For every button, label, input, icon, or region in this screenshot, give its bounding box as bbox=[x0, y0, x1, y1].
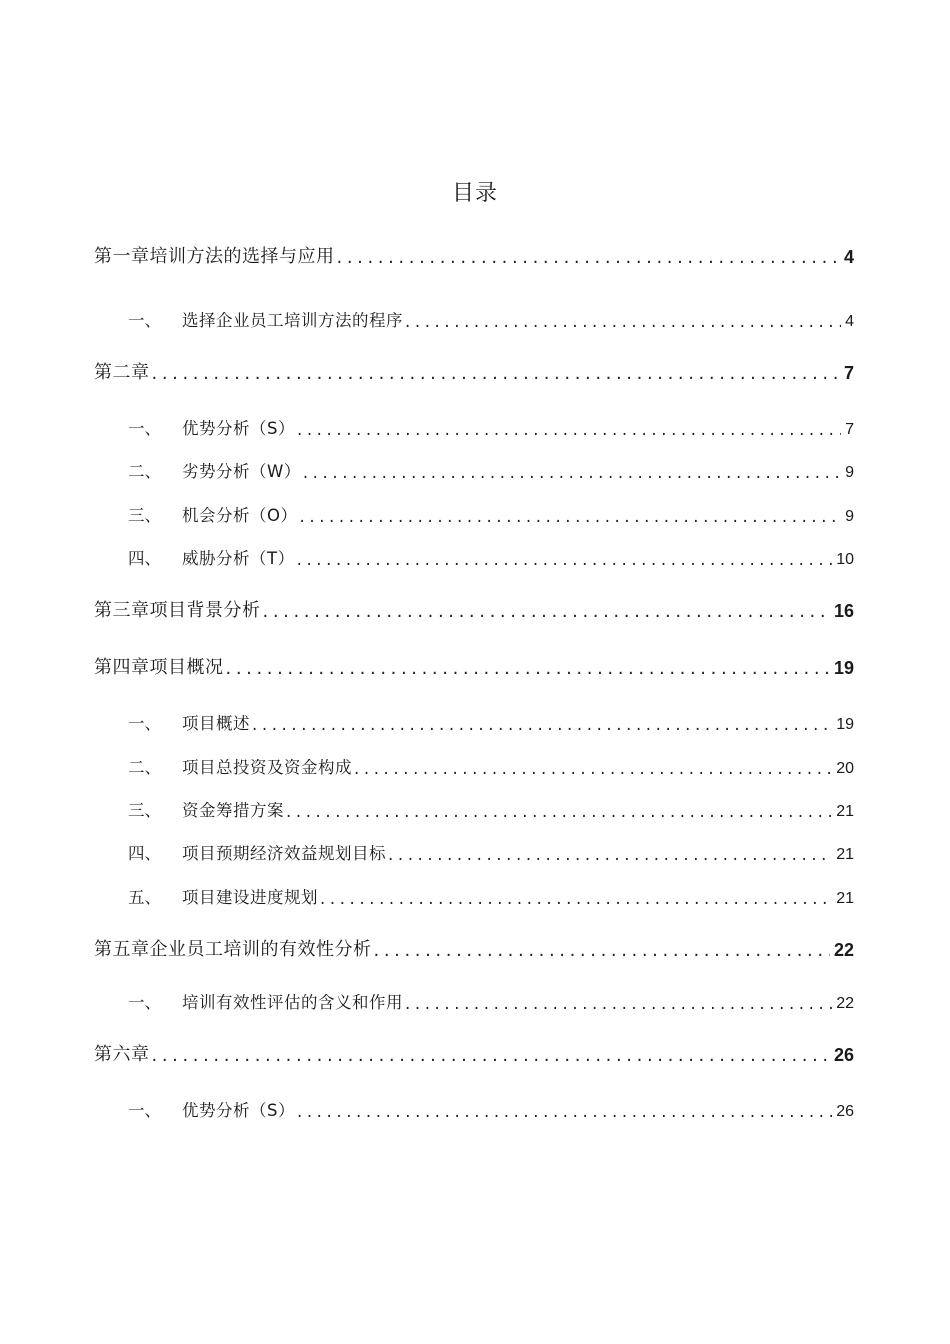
toc-entry-chapter[interactable] bbox=[94, 242, 854, 268]
toc-entry-page: 20 bbox=[836, 760, 854, 777]
toc-entry-page: 22 bbox=[836, 995, 854, 1012]
toc-entry-title: 第六章 bbox=[94, 1044, 150, 1065]
toc-leader-dots bbox=[303, 463, 841, 482]
toc-leader-dots bbox=[297, 420, 841, 439]
toc-entry-page: 21 bbox=[836, 803, 854, 820]
toc-entry-page: 21 bbox=[836, 846, 854, 863]
toc-title: 目录 bbox=[451, 181, 498, 206]
toc-entry-number: 二、 bbox=[128, 758, 161, 777]
toc-entry-page: 19 bbox=[833, 658, 854, 678]
toc-entry-title: 优势分析（S） bbox=[182, 419, 295, 438]
toc-leader-dots bbox=[354, 759, 832, 778]
toc-entry-page: 26 bbox=[833, 1045, 854, 1065]
toc-leader-dots bbox=[152, 1045, 830, 1066]
toc-entry-title: 项目概述 bbox=[182, 714, 250, 733]
toc-entry-number: 四、 bbox=[128, 844, 161, 863]
toc-leader-dots bbox=[374, 940, 830, 961]
toc-entry-page: 9 bbox=[845, 464, 854, 481]
toc-leader-dots bbox=[388, 845, 832, 864]
toc-entry-title: 项目总投资及资金构成 bbox=[182, 758, 352, 777]
toc-entry-section[interactable] bbox=[128, 795, 854, 821]
toc-entry-title: 项目预期经济效益规划目标 bbox=[182, 844, 386, 863]
toc-leader-dots bbox=[337, 247, 840, 268]
toc-entry-section[interactable] bbox=[128, 1095, 854, 1121]
toc-entry-title: 第四章项目概况 bbox=[94, 657, 224, 678]
toc-entry-section[interactable] bbox=[128, 500, 854, 526]
toc-entry-number: 三、 bbox=[128, 801, 161, 820]
toc-entry-page: 9 bbox=[845, 508, 854, 525]
toc-entry-section[interactable] bbox=[128, 305, 854, 331]
toc-entry-number: 三、 bbox=[128, 506, 161, 525]
toc-entry-page: 4 bbox=[845, 313, 854, 330]
toc-entry-number: 四、 bbox=[128, 549, 161, 568]
toc-entry-number: 二、 bbox=[128, 462, 161, 481]
toc-leader-dots bbox=[286, 802, 832, 821]
toc-leader-dots bbox=[252, 715, 832, 734]
toc-entry-section[interactable] bbox=[128, 708, 854, 734]
toc-entry-title: 劣势分析（W） bbox=[182, 462, 301, 481]
toc-entry-title: 培训有效性评估的含义和作用 bbox=[182, 993, 403, 1012]
toc-entry-page: 7 bbox=[845, 421, 854, 438]
toc-entry-section[interactable] bbox=[128, 882, 854, 908]
toc-entry-number: 一、 bbox=[128, 1101, 161, 1120]
toc-entry-number: 一、 bbox=[128, 419, 161, 438]
toc-entry-title: 选择企业员工培训方法的程序 bbox=[182, 311, 403, 330]
toc-entry-title: 第五章企业员工培训的有效性分析 bbox=[94, 939, 372, 960]
toc-entry-number: 一、 bbox=[128, 311, 161, 330]
toc-leader-dots bbox=[297, 550, 833, 569]
toc-entry-page: 16 bbox=[833, 601, 854, 621]
toc-entry-page: 21 bbox=[836, 890, 854, 907]
toc-entry-title: 第二章 bbox=[94, 362, 150, 383]
toc-entry-page: 4 bbox=[843, 247, 854, 267]
toc-leader-dots bbox=[405, 994, 832, 1013]
toc-entry-page: 7 bbox=[843, 363, 854, 383]
toc-entry-section[interactable] bbox=[128, 838, 854, 864]
toc-entry-title: 项目建设进度规划 bbox=[182, 888, 318, 907]
toc-entry-section[interactable] bbox=[128, 456, 854, 482]
toc-entry-title: 优势分析（S） bbox=[182, 1101, 295, 1120]
toc-entry-page: 19 bbox=[836, 716, 854, 733]
toc-entry-number: 一、 bbox=[128, 714, 161, 733]
toc-entry-chapter[interactable] bbox=[94, 653, 854, 679]
toc-entry-page: 26 bbox=[836, 1103, 854, 1120]
toc-entry-section[interactable] bbox=[128, 987, 854, 1013]
toc-entry-section[interactable] bbox=[128, 543, 854, 569]
toc-leader-dots bbox=[152, 363, 840, 384]
toc-leader-dots bbox=[320, 889, 832, 908]
toc-leader-dots bbox=[263, 601, 830, 622]
toc-entry-chapter[interactable] bbox=[94, 935, 854, 961]
toc-entry-page: 10 bbox=[836, 551, 854, 568]
toc-entry-chapter[interactable] bbox=[94, 1040, 854, 1066]
toc-entry-title: 第一章培训方法的选择与应用 bbox=[94, 246, 335, 267]
toc-entry-number: 一、 bbox=[128, 993, 161, 1012]
toc-entry-title: 威胁分析（T） bbox=[182, 549, 295, 568]
toc-entry-chapter[interactable] bbox=[94, 358, 854, 384]
toc-leader-dots bbox=[300, 507, 842, 526]
toc-leader-dots bbox=[226, 658, 830, 679]
toc-leader-dots bbox=[405, 312, 841, 331]
toc-entry-page: 22 bbox=[833, 940, 854, 960]
toc-entry-section[interactable] bbox=[128, 413, 854, 439]
toc-entry-section[interactable] bbox=[128, 752, 854, 778]
toc-entry-title: 机会分析（O） bbox=[182, 506, 298, 525]
toc-entry-chapter[interactable] bbox=[94, 596, 854, 622]
toc-entry-number: 五、 bbox=[128, 888, 161, 907]
toc-entry-title: 第三章项目背景分析 bbox=[94, 600, 261, 621]
toc-leader-dots bbox=[297, 1102, 832, 1121]
toc-entry-title: 资金筹措方案 bbox=[182, 801, 284, 820]
